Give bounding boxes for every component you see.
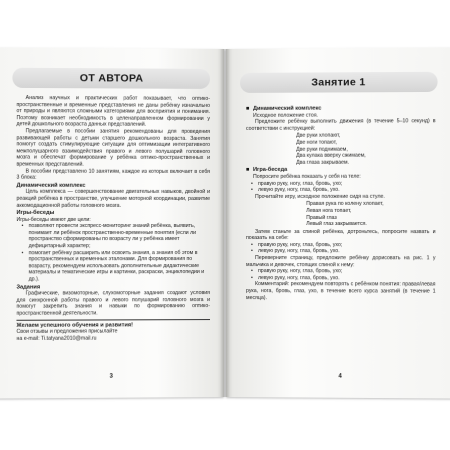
comment-text: Комментарий: рекомендуем повторять с ребёнком понятия: правая/левая рука, нога, бровь, глаз, ухо, в течение всего курса занятий (в течение 1 месяца).: [246, 281, 436, 301]
section1-text: Предложите ребёнку выполнить движения (в течение 5–10 секунд) в соответствии с инструкцией:: [246, 118, 436, 132]
page-number: 3: [109, 373, 113, 380]
block2-list: [16, 223, 210, 283]
section2-title: Игра-беседа: [253, 167, 288, 174]
list-item: • правую руку, ногу, глаз, бровь, ухо;: [258, 268, 436, 275]
section3-text-2: Переверните страницу, предложите ребёнку дорисовать на рис. 1 у мальчика и девочек, стоящих спиной к нему:: [246, 255, 436, 268]
bullet-icon: ■: [246, 167, 250, 174]
page-number: 4: [338, 373, 342, 380]
left-page: [0, 47, 224, 398]
poem-line: Два глаза закрываем.: [296, 159, 350, 166]
right-page: [226, 47, 450, 398]
right-page-content: [246, 105, 436, 302]
list-item: • левую руку, ногу, глаз, бровь, ухо.: [258, 249, 436, 256]
poem-1: [246, 133, 436, 167]
poem-line: Две руки хлопают,: [296, 132, 341, 140]
block2-heading: Игры-беседы: [16, 209, 55, 217]
block1-text: Цель комплекса — совершенствование двигательных навыков, двойной и реакций ребёнка в пространстве, улучшение моторной координации, развитие аккомодационной работы головного мозга.: [16, 189, 211, 209]
divider: [16, 319, 210, 321]
left-page-content: [16, 95, 210, 342]
section2-text: Прочитайте игру, исходное положение сидя на стуле.: [255, 193, 385, 200]
spine-shadow: [220, 49, 230, 397]
poem-line: Левый глаз закрывается.: [306, 221, 367, 228]
intro-paragraph-1: Анализ научных и практических работ показывает, что оптико-пространственные и временные представления не даны ребёнку изначально от природы и являются сложными категориями для восприятия и понимания. Поэтому возникает необходимость в целенаправленном формировании у детей дошкольного возраста данных представлений.: [16, 95, 211, 129]
section2-intro: Попросите ребёнка показать у себя на теле:: [253, 173, 361, 180]
right-page-title: Занятие 1: [240, 72, 438, 93]
contact-email: на e-mail: Ti.tatyana2010@mail.ru: [16, 335, 97, 342]
intro-paragraph-3: В пособии представлено 10 занятиям, каждое из которых включает в себя 3 блока:: [16, 168, 211, 181]
list-item: • позволяют провести экспресс-мониторинг знаний ребёнка, выявить, понимает ли ребёнок пространственно-временные понятия (если ли пространство сформированы по возрасту ли у ребёнка имеет дефицитарный характер;: [29, 223, 210, 250]
section3-list-2: [246, 268, 436, 282]
section1-start: Исходное положение стоя.: [253, 112, 318, 119]
block3-heading: Задания: [16, 284, 41, 291]
poem-line: Правый глаз: [306, 214, 337, 221]
list-item: • правую руку, ногу, глаз, бровь, ухо;: [258, 242, 436, 249]
list-item: • левую руку, ногу, глаз, бровь, ухо.: [258, 187, 436, 194]
intro-paragraph-2: Предлагаемые в пособии занятия рекомендованы для проведения развивающей работы с детьми старшего дошкольного возраста. Занятия помогут создать стимулирующие ситуации для оптимизации интегративного межполушарного взаимодействия правого и левого полушарий головного мозга и обеспечат формирование у ребёнка оптико-пространственных и временных представлений.: [16, 128, 211, 168]
section3-text-1: Затем станьте за спиной ребёнка, дотроньтесь, попросите назвать и показать на себе:: [246, 228, 436, 242]
list-item: • левую руку, ногу, глаз, бровь, ухо.: [258, 275, 436, 282]
left-page-title: ОТ АВТОРА: [12, 68, 210, 89]
block2-intro: Игры-беседы имеют две цели:: [16, 216, 91, 223]
section2-list: [246, 180, 436, 194]
wish-text: Желаем успешного обучения и развития!: [16, 321, 134, 329]
poem-line: Два кулака вверху сжимаем,: [296, 152, 366, 159]
poem-line: Правая рука по колену хлопает,: [306, 201, 384, 208]
block1-heading: Динамический комплекс: [16, 182, 86, 189]
block3-text: Графические, визомоторные, слухомоторные задания создают условия для синхронной работы правого и левого полушарий головного мозга и помогут закрепить знания и навыки по формированию оптико-пространственной деятельности.: [16, 290, 211, 317]
section1-title: Динамический комплекс: [253, 105, 322, 112]
poem-2: [246, 201, 436, 228]
list-item: • правую руку, ногу, глаз, бровь, ухо;: [258, 180, 436, 187]
section3-list: [246, 242, 436, 255]
poem-line: Левая нога топает,: [306, 207, 352, 214]
contact-line-1: Свои отзывы и предложения присылайте: [16, 328, 118, 336]
poem-line: Две руки поднимаем,: [296, 146, 348, 153]
bullet-icon: ■: [246, 105, 250, 112]
poem-line: Две ноги топают,: [296, 139, 337, 146]
list-item: • помогает ребёнку расширить или освоить знания, а знания об этом в пространственных и временных эталонами. Для формирования по возрасту, рекомендуем использовать дополнительные дидактические материалы и тематические игры и картинки, раскраски, энциклопедии и др.).: [29, 250, 210, 283]
